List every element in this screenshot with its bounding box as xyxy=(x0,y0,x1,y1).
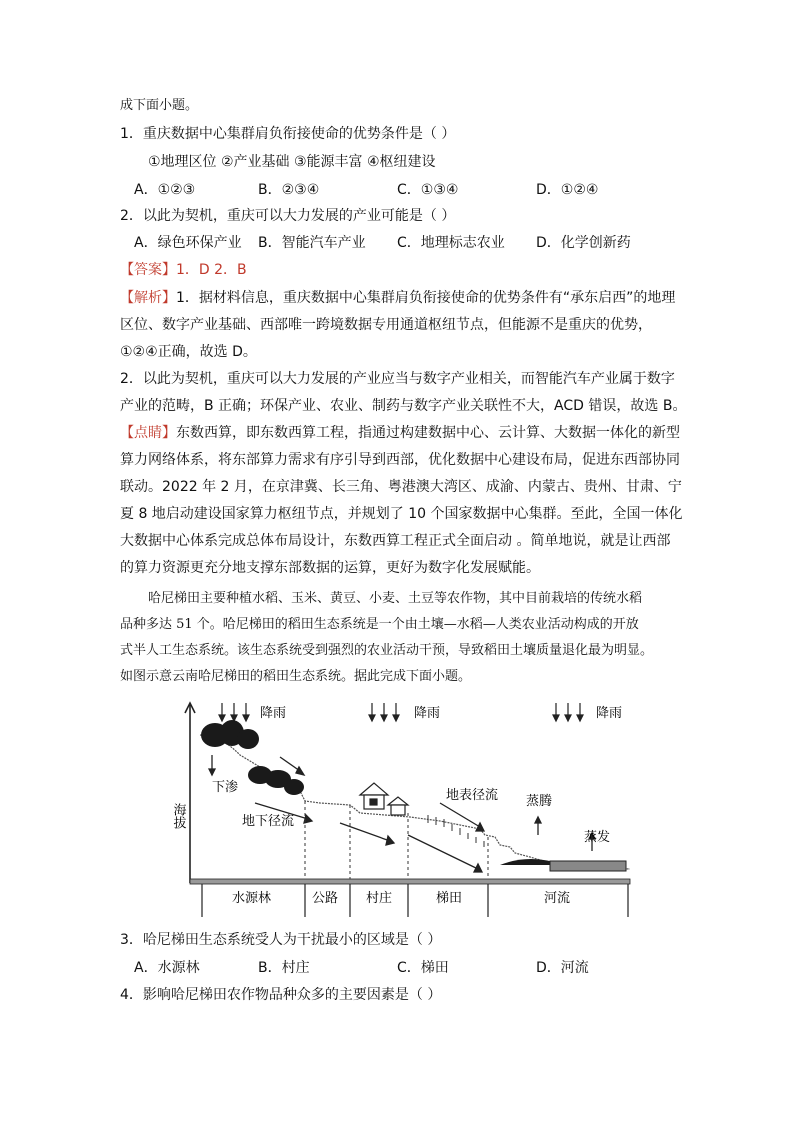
q3-option-c[interactable]: C．梯田 xyxy=(397,960,449,976)
q1-items: ①地理区位 ②产业基础 ③能源丰富 ④枢纽建设 xyxy=(148,154,436,170)
ground-baseline xyxy=(190,879,630,884)
evaporation-label: 蒸发 xyxy=(584,830,611,845)
q1-option-d[interactable]: D．①②④ xyxy=(536,182,599,198)
q3-option-d[interactable]: D．河流 xyxy=(536,960,589,976)
tip-tag: 【点睛】 xyxy=(120,425,176,441)
analysis-text-1: 1．据材料信息，重庆数据中心集群肩负衔接使命的优势条件有“承东启西”的地理 xyxy=(176,290,676,306)
rain-label-3: 降雨 xyxy=(596,706,623,721)
material-text-4: 如图示意云南哈尼梯田的稻田生态系统。据此完成下面小题。 xyxy=(120,669,472,684)
material-text-2: 品种多达 51 个。哈尼梯田的稻田生态系统是一个由土壤—水稻—人类农业活动构成的开放 xyxy=(120,617,639,632)
analysis-text-2: 区位、数字产业基础、西部唯一跨境数据专用通道枢纽节点，但能源不是重庆的优势， xyxy=(120,317,652,333)
rain-arrows-right xyxy=(553,703,583,721)
zone-village: 村庄 xyxy=(366,891,393,906)
q1-stem: 1．重庆数据中心集群肩负衔接使命的优势条件是（ ） xyxy=(120,126,456,142)
answer-line xyxy=(120,260,247,280)
answer-tag: 【答案】 xyxy=(120,262,176,278)
terrain-slope xyxy=(200,735,630,869)
q1-option-c[interactable]: C．①③④ xyxy=(397,182,459,198)
river-water xyxy=(550,861,626,871)
tip-text-1: 东数西算，即东数西算工程，指通过构建数据中心、云计算、大数据一体化的新型 xyxy=(176,425,680,441)
q2-stem: 2．以此为契机，重庆可以大力发展的产业可能是（ ） xyxy=(120,208,456,224)
tip-text-5: 大数据中心体系完成总体布局设计，东数西算工程正式全面启动 。简单地说，就是让西部 xyxy=(120,533,671,549)
material-text-1: 哈尼梯田主要种植水稻、玉米、黄豆、小麦、土豆等农作物，其中目前栽培的传统水稻 xyxy=(148,591,643,606)
q2-option-b[interactable]: B．智能汽车产业 xyxy=(258,235,366,251)
q3-option-a[interactable]: A．水源林 xyxy=(134,960,200,976)
q2-option-d[interactable]: D．化学创新药 xyxy=(536,235,631,251)
infiltration-label: 下渗 xyxy=(212,780,239,795)
q2-option-a[interactable]: A．绿色环保产业 xyxy=(134,235,242,251)
q3-option-b[interactable]: B．村庄 xyxy=(258,960,310,976)
analysis-text-3: ①②④正确，故选 D。 xyxy=(120,344,257,360)
analysis-line-1 xyxy=(120,288,675,308)
answer-text: 1．D 2．B xyxy=(176,262,247,278)
tip-text-2: 算力网络体系，将东部算力需求有序引导到西部，优化数据中心建设布局，促进东西部协同 xyxy=(120,452,680,468)
q4-stem: 4．影响哈尼梯田农作物品种众多的主要因素是（ ） xyxy=(120,987,442,1003)
hani-terrace-diagram xyxy=(160,695,640,920)
rain-label-1: 降雨 xyxy=(260,706,287,721)
tip-text-6: 的算力资源更充分地支撑东部数据的运算，更好为数字化发展赋能。 xyxy=(120,560,540,576)
analysis-text-4: 2．以此为契机，重庆可以大力发展的产业应当与数字产业相关，而智能汽车产业属于数字 xyxy=(120,371,675,387)
zone-road: 公路 xyxy=(312,891,339,906)
transpiration-label: 蒸腾 xyxy=(526,794,553,809)
material-text-3: 式半人工生态系统。该生态系统受到强烈的农业活动干预，导致稻田土壤质量退化最为明显。 xyxy=(120,643,654,658)
rain-label-2: 降雨 xyxy=(414,706,441,721)
rain-arrows-middle xyxy=(369,703,399,721)
village-house-icon xyxy=(360,783,408,815)
tip-text-3: 联动。2022 年 2 月，在京津冀、长三角、粤港澳大湾区、成渝、内蒙古、贵州、甘肃、宁 xyxy=(120,479,682,495)
q1-option-a[interactable]: A．①②③ xyxy=(134,182,196,198)
tip-line-1 xyxy=(120,423,680,443)
tip-text-4: 夏 8 地启动建设国家算力枢纽节点，并规划了 10 个国家数据中心集群。至此，全国一体化 xyxy=(120,506,683,522)
zone-terrace: 梯田 xyxy=(436,891,463,906)
rain-arrows-left xyxy=(219,703,249,721)
q1-option-b[interactable]: B．②③④ xyxy=(258,182,320,198)
q2-option-c[interactable]: C．地理标志农业 xyxy=(397,235,505,251)
analysis-tag: 【解析】 xyxy=(120,290,176,306)
altitude-label: 海拔 xyxy=(170,803,186,829)
surface-runoff-label: 地表径流 xyxy=(446,788,499,803)
analysis-text-5: 产业的范畴，B 正确；环保产业、农业、制药与数字产业关联性不大，ACD 错误，故选 B。 xyxy=(120,398,687,414)
lead-in: 成下面小题。 xyxy=(120,98,199,113)
zone-water-forest: 水源林 xyxy=(232,891,272,906)
q3-stem: 3．哈尼梯田生态系统受人为干扰最小的区域是（ ） xyxy=(120,932,442,948)
zone-river: 河流 xyxy=(544,891,571,906)
groundwater-label: 地下径流 xyxy=(242,814,295,829)
